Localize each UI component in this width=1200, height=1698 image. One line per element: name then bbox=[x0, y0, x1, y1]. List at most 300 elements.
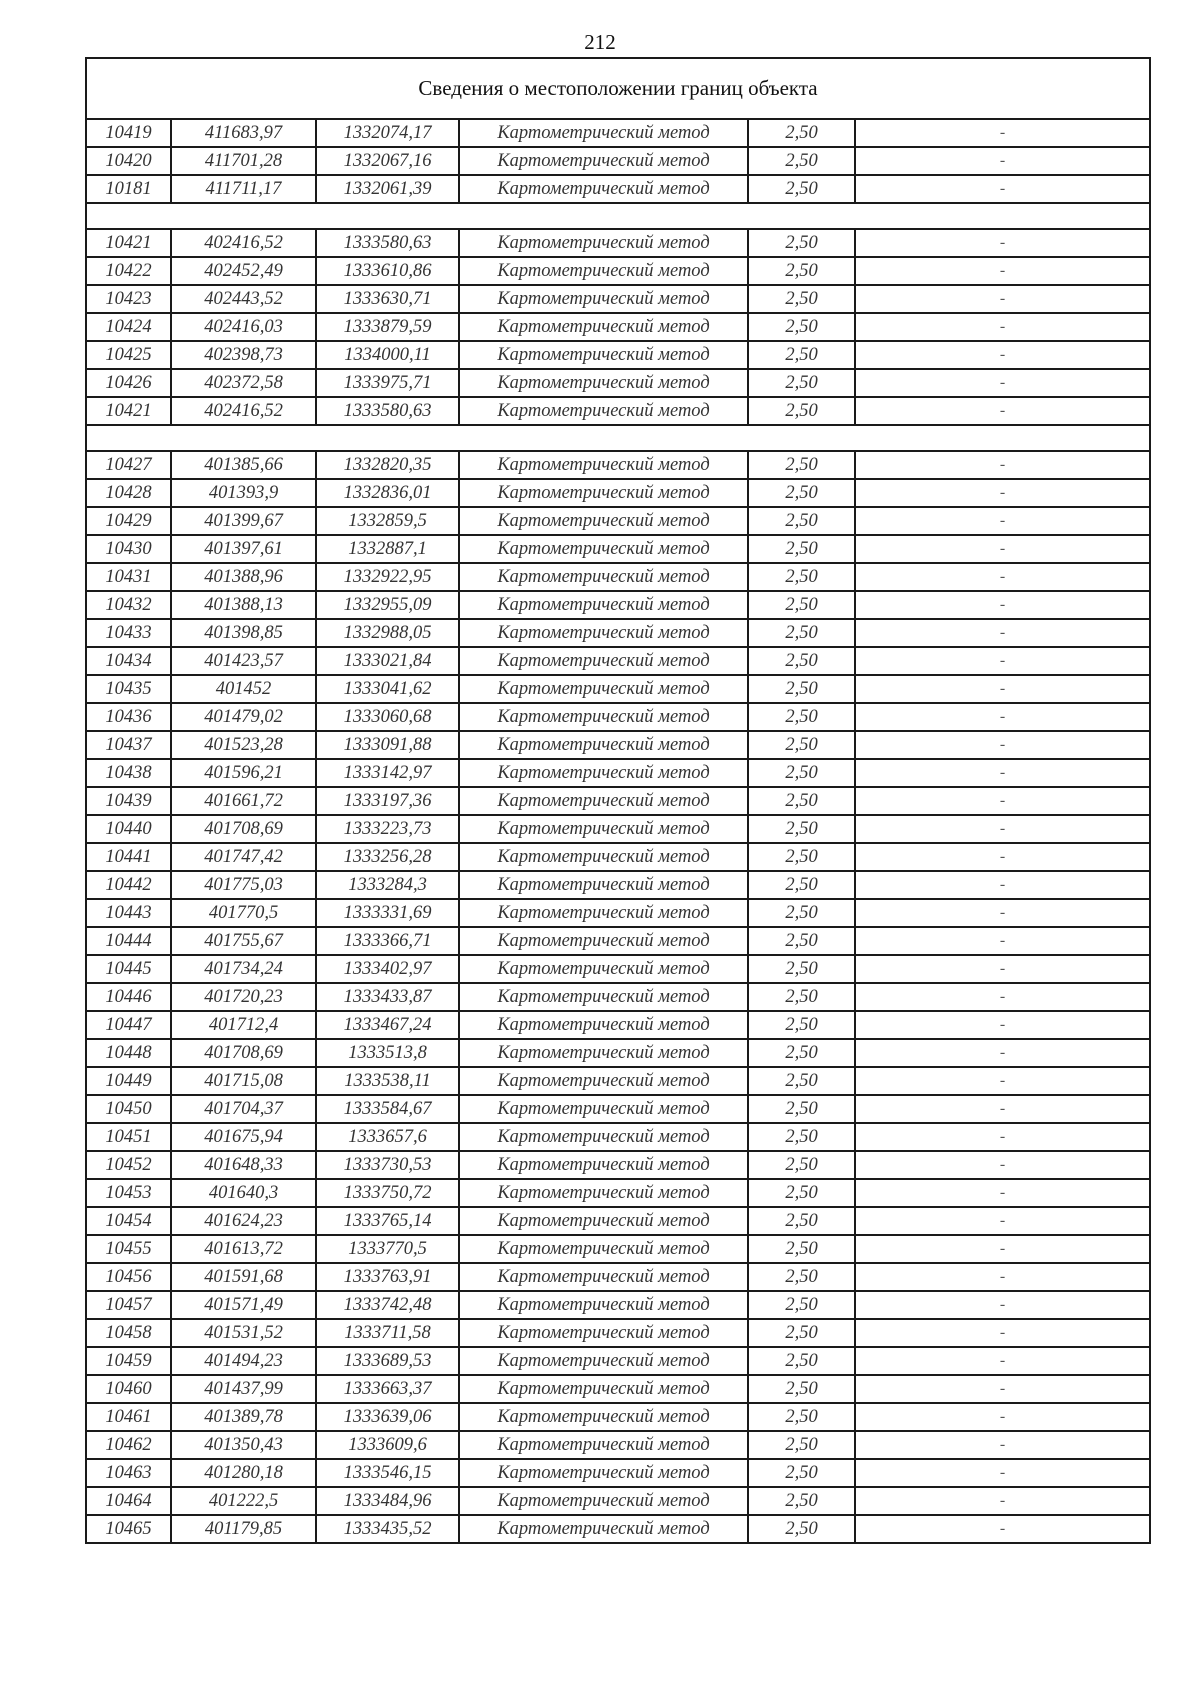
method-cell: Картометрический метод bbox=[459, 927, 748, 955]
accuracy-cell: 2,50 bbox=[748, 1263, 855, 1291]
y-coordinate-cell: 1333331,69 bbox=[316, 899, 459, 927]
description-cell: - bbox=[855, 1319, 1150, 1347]
x-coordinate-cell: 401770,5 bbox=[171, 899, 316, 927]
x-coordinate-cell: 401571,49 bbox=[171, 1291, 316, 1319]
table-row bbox=[86, 451, 1150, 479]
contour-separator-row bbox=[86, 425, 1150, 451]
x-coordinate-cell: 401704,37 bbox=[171, 1095, 316, 1123]
point-number-cell: 10439 bbox=[86, 787, 171, 815]
point-number-cell: 10433 bbox=[86, 619, 171, 647]
x-coordinate-cell: 401712,4 bbox=[171, 1011, 316, 1039]
description-cell: - bbox=[855, 983, 1150, 1011]
description-cell: - bbox=[855, 175, 1150, 203]
table-row bbox=[86, 1011, 1150, 1039]
point-number-cell: 10447 bbox=[86, 1011, 171, 1039]
accuracy-cell: 2,50 bbox=[748, 591, 855, 619]
y-coordinate-cell: 1333630,71 bbox=[316, 285, 459, 313]
y-coordinate-cell: 1333366,71 bbox=[316, 927, 459, 955]
table-row bbox=[86, 313, 1150, 341]
point-number-cell: 10440 bbox=[86, 815, 171, 843]
method-cell: Картометрический метод bbox=[459, 703, 748, 731]
accuracy-cell: 2,50 bbox=[748, 1515, 855, 1543]
method-cell: Картометрический метод bbox=[459, 955, 748, 983]
method-cell: Картометрический метод bbox=[459, 369, 748, 397]
table-row bbox=[86, 1039, 1150, 1067]
method-cell: Картометрический метод bbox=[459, 147, 748, 175]
point-number-cell: 10462 bbox=[86, 1431, 171, 1459]
table-row bbox=[86, 1151, 1150, 1179]
accuracy-cell: 2,50 bbox=[748, 1235, 855, 1263]
accuracy-cell: 2,50 bbox=[748, 507, 855, 535]
method-cell: Картометрический метод bbox=[459, 563, 748, 591]
point-number-cell: 10436 bbox=[86, 703, 171, 731]
accuracy-cell: 2,50 bbox=[748, 1487, 855, 1515]
accuracy-cell: 2,50 bbox=[748, 759, 855, 787]
point-number-cell: 10421 bbox=[86, 397, 171, 425]
description-cell: - bbox=[855, 619, 1150, 647]
description-cell: - bbox=[855, 591, 1150, 619]
description-cell: - bbox=[855, 1459, 1150, 1487]
y-coordinate-cell: 1333639,06 bbox=[316, 1403, 459, 1431]
description-cell: - bbox=[855, 1291, 1150, 1319]
table-row bbox=[86, 843, 1150, 871]
x-coordinate-cell: 401523,28 bbox=[171, 731, 316, 759]
table-row bbox=[86, 1459, 1150, 1487]
method-cell: Картометрический метод bbox=[459, 229, 748, 257]
x-coordinate-cell: 401280,18 bbox=[171, 1459, 316, 1487]
x-coordinate-cell: 402416,52 bbox=[171, 397, 316, 425]
table-row bbox=[86, 1487, 1150, 1515]
description-cell: - bbox=[855, 1179, 1150, 1207]
accuracy-cell: 2,50 bbox=[748, 369, 855, 397]
x-coordinate-cell: 401350,43 bbox=[171, 1431, 316, 1459]
y-coordinate-cell: 1333879,59 bbox=[316, 313, 459, 341]
accuracy-cell: 2,50 bbox=[748, 257, 855, 285]
table-row bbox=[86, 1403, 1150, 1431]
y-coordinate-cell: 1333142,97 bbox=[316, 759, 459, 787]
x-coordinate-cell: 402452,49 bbox=[171, 257, 316, 285]
point-number-cell: 10444 bbox=[86, 927, 171, 955]
y-coordinate-cell: 1333041,62 bbox=[316, 675, 459, 703]
table-row bbox=[86, 1515, 1150, 1543]
y-coordinate-cell: 1332922,95 bbox=[316, 563, 459, 591]
method-cell: Картометрический метод bbox=[459, 647, 748, 675]
x-coordinate-cell: 401388,13 bbox=[171, 591, 316, 619]
point-number-cell: 10428 bbox=[86, 479, 171, 507]
description-cell: - bbox=[855, 815, 1150, 843]
accuracy-cell: 2,50 bbox=[748, 843, 855, 871]
accuracy-cell: 2,50 bbox=[748, 397, 855, 425]
y-coordinate-cell: 1333580,63 bbox=[316, 229, 459, 257]
table-row bbox=[86, 731, 1150, 759]
accuracy-cell: 2,50 bbox=[748, 1095, 855, 1123]
y-coordinate-cell: 1333256,28 bbox=[316, 843, 459, 871]
table-row bbox=[86, 899, 1150, 927]
accuracy-cell: 2,50 bbox=[748, 229, 855, 257]
point-number-cell: 10456 bbox=[86, 1263, 171, 1291]
accuracy-cell: 2,50 bbox=[748, 927, 855, 955]
point-number-cell: 10435 bbox=[86, 675, 171, 703]
x-coordinate-cell: 401775,03 bbox=[171, 871, 316, 899]
point-number-cell: 10451 bbox=[86, 1123, 171, 1151]
y-coordinate-cell: 1333742,48 bbox=[316, 1291, 459, 1319]
y-coordinate-cell: 1333538,11 bbox=[316, 1067, 459, 1095]
y-coordinate-cell: 1332859,5 bbox=[316, 507, 459, 535]
description-cell: - bbox=[855, 1431, 1150, 1459]
table-row bbox=[86, 815, 1150, 843]
accuracy-cell: 2,50 bbox=[748, 1431, 855, 1459]
table-row bbox=[86, 1095, 1150, 1123]
x-coordinate-cell: 401423,57 bbox=[171, 647, 316, 675]
description-cell: - bbox=[855, 899, 1150, 927]
description-cell: - bbox=[855, 1347, 1150, 1375]
description-cell: - bbox=[855, 1067, 1150, 1095]
point-number-cell: 10434 bbox=[86, 647, 171, 675]
description-cell: - bbox=[855, 787, 1150, 815]
point-number-cell: 10420 bbox=[86, 147, 171, 175]
table-row bbox=[86, 787, 1150, 815]
method-cell: Картометрический метод bbox=[459, 1179, 748, 1207]
accuracy-cell: 2,50 bbox=[748, 119, 855, 147]
table-row bbox=[86, 479, 1150, 507]
point-number-cell: 10442 bbox=[86, 871, 171, 899]
x-coordinate-cell: 401613,72 bbox=[171, 1235, 316, 1263]
method-cell: Картометрический метод bbox=[459, 397, 748, 425]
x-coordinate-cell: 401222,5 bbox=[171, 1487, 316, 1515]
description-cell: - bbox=[855, 1515, 1150, 1543]
y-coordinate-cell: 1333609,6 bbox=[316, 1431, 459, 1459]
table-row bbox=[86, 675, 1150, 703]
description-cell: - bbox=[855, 479, 1150, 507]
x-coordinate-cell: 402398,73 bbox=[171, 341, 316, 369]
table-row bbox=[86, 871, 1150, 899]
y-coordinate-cell: 1333435,52 bbox=[316, 1515, 459, 1543]
accuracy-cell: 2,50 bbox=[748, 675, 855, 703]
table-row bbox=[86, 703, 1150, 731]
table-row bbox=[86, 1319, 1150, 1347]
point-number-cell: 10429 bbox=[86, 507, 171, 535]
y-coordinate-cell: 1333663,37 bbox=[316, 1375, 459, 1403]
x-coordinate-cell: 401437,99 bbox=[171, 1375, 316, 1403]
method-cell: Картометрический метод bbox=[459, 257, 748, 285]
accuracy-cell: 2,50 bbox=[748, 1151, 855, 1179]
accuracy-cell: 2,50 bbox=[748, 147, 855, 175]
description-cell: - bbox=[855, 397, 1150, 425]
accuracy-cell: 2,50 bbox=[748, 619, 855, 647]
method-cell: Картометрический метод bbox=[459, 175, 748, 203]
y-coordinate-cell: 1333770,5 bbox=[316, 1235, 459, 1263]
x-coordinate-cell: 401648,33 bbox=[171, 1151, 316, 1179]
accuracy-cell: 2,50 bbox=[748, 451, 855, 479]
accuracy-cell: 2,50 bbox=[748, 479, 855, 507]
accuracy-cell: 2,50 bbox=[748, 787, 855, 815]
point-number-cell: 10427 bbox=[86, 451, 171, 479]
table-row bbox=[86, 591, 1150, 619]
method-cell: Картометрический метод bbox=[459, 1375, 748, 1403]
accuracy-cell: 2,50 bbox=[748, 1347, 855, 1375]
table-row bbox=[86, 229, 1150, 257]
accuracy-cell: 2,50 bbox=[748, 1067, 855, 1095]
table-row bbox=[86, 927, 1150, 955]
y-coordinate-cell: 1333284,3 bbox=[316, 871, 459, 899]
y-coordinate-cell: 1332820,35 bbox=[316, 451, 459, 479]
accuracy-cell: 2,50 bbox=[748, 1319, 855, 1347]
x-coordinate-cell: 401389,78 bbox=[171, 1403, 316, 1431]
x-coordinate-cell: 401452 bbox=[171, 675, 316, 703]
description-cell: - bbox=[855, 759, 1150, 787]
accuracy-cell: 2,50 bbox=[748, 1123, 855, 1151]
x-coordinate-cell: 401179,85 bbox=[171, 1515, 316, 1543]
accuracy-cell: 2,50 bbox=[748, 1403, 855, 1431]
description-cell: - bbox=[855, 507, 1150, 535]
description-cell: - bbox=[855, 647, 1150, 675]
point-number-cell: 10430 bbox=[86, 535, 171, 563]
method-cell: Картометрический метод bbox=[459, 899, 748, 927]
y-coordinate-cell: 1333975,71 bbox=[316, 369, 459, 397]
method-cell: Картометрический метод bbox=[459, 1263, 748, 1291]
table-row bbox=[86, 257, 1150, 285]
method-cell: Картометрический метод bbox=[459, 843, 748, 871]
point-number-cell: 10437 bbox=[86, 731, 171, 759]
method-cell: Картометрический метод bbox=[459, 1459, 748, 1487]
accuracy-cell: 2,50 bbox=[748, 1011, 855, 1039]
method-cell: Картометрический метод bbox=[459, 1011, 748, 1039]
description-cell: - bbox=[855, 1039, 1150, 1067]
method-cell: Картометрический метод bbox=[459, 591, 748, 619]
table-title: Сведения о местоположении границ объекта bbox=[86, 58, 1150, 119]
description-cell: - bbox=[855, 1487, 1150, 1515]
y-coordinate-cell: 1333711,58 bbox=[316, 1319, 459, 1347]
x-coordinate-cell: 411711,17 bbox=[171, 175, 316, 203]
point-number-cell: 10459 bbox=[86, 1347, 171, 1375]
accuracy-cell: 2,50 bbox=[748, 313, 855, 341]
point-number-cell: 10455 bbox=[86, 1235, 171, 1263]
description-cell: - bbox=[855, 955, 1150, 983]
accuracy-cell: 2,50 bbox=[748, 703, 855, 731]
x-coordinate-cell: 401398,85 bbox=[171, 619, 316, 647]
accuracy-cell: 2,50 bbox=[748, 175, 855, 203]
y-coordinate-cell: 1333223,73 bbox=[316, 815, 459, 843]
y-coordinate-cell: 1333021,84 bbox=[316, 647, 459, 675]
y-coordinate-cell: 1333610,86 bbox=[316, 257, 459, 285]
accuracy-cell: 2,50 bbox=[748, 983, 855, 1011]
x-coordinate-cell: 402372,58 bbox=[171, 369, 316, 397]
table-row bbox=[86, 1291, 1150, 1319]
x-coordinate-cell: 401399,67 bbox=[171, 507, 316, 535]
point-number-cell: 10181 bbox=[86, 175, 171, 203]
point-number-cell: 10465 bbox=[86, 1515, 171, 1543]
table-row bbox=[86, 619, 1150, 647]
y-coordinate-cell: 1332955,09 bbox=[316, 591, 459, 619]
method-cell: Картометрический метод bbox=[459, 675, 748, 703]
y-coordinate-cell: 1333433,87 bbox=[316, 983, 459, 1011]
method-cell: Картометрический метод bbox=[459, 535, 748, 563]
x-coordinate-cell: 401747,42 bbox=[171, 843, 316, 871]
description-cell: - bbox=[855, 341, 1150, 369]
x-coordinate-cell: 401591,68 bbox=[171, 1263, 316, 1291]
accuracy-cell: 2,50 bbox=[748, 1375, 855, 1403]
point-number-cell: 10441 bbox=[86, 843, 171, 871]
y-coordinate-cell: 1334000,11 bbox=[316, 341, 459, 369]
method-cell: Картометрический метод bbox=[459, 815, 748, 843]
table-row bbox=[86, 341, 1150, 369]
table-row bbox=[86, 1207, 1150, 1235]
separator-cell bbox=[86, 203, 1150, 229]
description-cell: - bbox=[855, 1235, 1150, 1263]
description-cell: - bbox=[855, 451, 1150, 479]
y-coordinate-cell: 1333657,6 bbox=[316, 1123, 459, 1151]
table-body bbox=[86, 119, 1150, 1543]
method-cell: Картометрический метод bbox=[459, 1319, 748, 1347]
accuracy-cell: 2,50 bbox=[748, 1179, 855, 1207]
method-cell: Картометрический метод bbox=[459, 1515, 748, 1543]
y-coordinate-cell: 1332836,01 bbox=[316, 479, 459, 507]
table-row bbox=[86, 1431, 1150, 1459]
accuracy-cell: 2,50 bbox=[748, 955, 855, 983]
table-row bbox=[86, 119, 1150, 147]
table-row bbox=[86, 397, 1150, 425]
table-row bbox=[86, 147, 1150, 175]
point-number-cell: 10458 bbox=[86, 1319, 171, 1347]
boundary-coordinates-table bbox=[85, 57, 1151, 1544]
description-cell: - bbox=[855, 285, 1150, 313]
accuracy-cell: 2,50 bbox=[748, 1039, 855, 1067]
table-row bbox=[86, 955, 1150, 983]
table-row bbox=[86, 1123, 1150, 1151]
table-row bbox=[86, 1375, 1150, 1403]
accuracy-cell: 2,50 bbox=[748, 815, 855, 843]
x-coordinate-cell: 401708,69 bbox=[171, 815, 316, 843]
table-row bbox=[86, 1179, 1150, 1207]
description-cell: - bbox=[855, 675, 1150, 703]
description-cell: - bbox=[855, 535, 1150, 563]
method-cell: Картометрический метод bbox=[459, 1291, 748, 1319]
description-cell: - bbox=[855, 1011, 1150, 1039]
description-cell: - bbox=[855, 1207, 1150, 1235]
method-cell: Картометрический метод bbox=[459, 1207, 748, 1235]
point-number-cell: 10450 bbox=[86, 1095, 171, 1123]
x-coordinate-cell: 401715,08 bbox=[171, 1067, 316, 1095]
x-coordinate-cell: 402416,52 bbox=[171, 229, 316, 257]
table-row bbox=[86, 983, 1150, 1011]
y-coordinate-cell: 1333467,24 bbox=[316, 1011, 459, 1039]
table-row bbox=[86, 369, 1150, 397]
method-cell: Картометрический метод bbox=[459, 1039, 748, 1067]
description-cell: - bbox=[855, 119, 1150, 147]
table-row bbox=[86, 535, 1150, 563]
y-coordinate-cell: 1333750,72 bbox=[316, 1179, 459, 1207]
description-cell: - bbox=[855, 1123, 1150, 1151]
x-coordinate-cell: 401385,66 bbox=[171, 451, 316, 479]
y-coordinate-cell: 1333546,15 bbox=[316, 1459, 459, 1487]
y-coordinate-cell: 1333513,8 bbox=[316, 1039, 459, 1067]
y-coordinate-cell: 1333484,96 bbox=[316, 1487, 459, 1515]
point-number-cell: 10419 bbox=[86, 119, 171, 147]
accuracy-cell: 2,50 bbox=[748, 535, 855, 563]
point-number-cell: 10445 bbox=[86, 955, 171, 983]
x-coordinate-cell: 402416,03 bbox=[171, 313, 316, 341]
point-number-cell: 10446 bbox=[86, 983, 171, 1011]
description-cell: - bbox=[855, 563, 1150, 591]
x-coordinate-cell: 401531,52 bbox=[171, 1319, 316, 1347]
method-cell: Картометрический метод bbox=[459, 313, 748, 341]
point-number-cell: 10421 bbox=[86, 229, 171, 257]
y-coordinate-cell: 1333197,36 bbox=[316, 787, 459, 815]
description-cell: - bbox=[855, 229, 1150, 257]
method-cell: Картометрический метод bbox=[459, 119, 748, 147]
x-coordinate-cell: 411701,28 bbox=[171, 147, 316, 175]
description-cell: - bbox=[855, 1403, 1150, 1431]
y-coordinate-cell: 1332988,05 bbox=[316, 619, 459, 647]
x-coordinate-cell: 401734,24 bbox=[171, 955, 316, 983]
point-number-cell: 10454 bbox=[86, 1207, 171, 1235]
y-coordinate-cell: 1333763,91 bbox=[316, 1263, 459, 1291]
description-cell: - bbox=[855, 1095, 1150, 1123]
page-number: 212 bbox=[584, 30, 616, 54]
method-cell: Картометрический метод bbox=[459, 759, 748, 787]
method-cell: Картометрический метод bbox=[459, 787, 748, 815]
accuracy-cell: 2,50 bbox=[748, 1207, 855, 1235]
description-cell: - bbox=[855, 147, 1150, 175]
point-number-cell: 10426 bbox=[86, 369, 171, 397]
method-cell: Картометрический метод bbox=[459, 619, 748, 647]
separator-cell bbox=[86, 425, 1150, 451]
x-coordinate-cell: 401397,61 bbox=[171, 535, 316, 563]
point-number-cell: 10453 bbox=[86, 1179, 171, 1207]
method-cell: Картометрический метод bbox=[459, 1151, 748, 1179]
point-number-cell: 10432 bbox=[86, 591, 171, 619]
description-cell: - bbox=[855, 927, 1150, 955]
x-coordinate-cell: 401661,72 bbox=[171, 787, 316, 815]
method-cell: Картометрический метод bbox=[459, 285, 748, 313]
point-number-cell: 10460 bbox=[86, 1375, 171, 1403]
point-number-cell: 10463 bbox=[86, 1459, 171, 1487]
x-coordinate-cell: 401640,3 bbox=[171, 1179, 316, 1207]
table-row bbox=[86, 1347, 1150, 1375]
method-cell: Картометрический метод bbox=[459, 479, 748, 507]
y-coordinate-cell: 1332061,39 bbox=[316, 175, 459, 203]
y-coordinate-cell: 1333060,68 bbox=[316, 703, 459, 731]
x-coordinate-cell: 401624,23 bbox=[171, 1207, 316, 1235]
description-cell: - bbox=[855, 1375, 1150, 1403]
method-cell: Картометрический метод bbox=[459, 1235, 748, 1263]
description-cell: - bbox=[855, 369, 1150, 397]
method-cell: Картометрический метод bbox=[459, 731, 748, 759]
y-coordinate-cell: 1333584,67 bbox=[316, 1095, 459, 1123]
accuracy-cell: 2,50 bbox=[748, 563, 855, 591]
point-number-cell: 10438 bbox=[86, 759, 171, 787]
point-number-cell: 10464 bbox=[86, 1487, 171, 1515]
point-number-cell: 10448 bbox=[86, 1039, 171, 1067]
accuracy-cell: 2,50 bbox=[748, 1291, 855, 1319]
point-number-cell: 10457 bbox=[86, 1291, 171, 1319]
point-number-cell: 10424 bbox=[86, 313, 171, 341]
method-cell: Картометрический метод bbox=[459, 1431, 748, 1459]
x-coordinate-cell: 401393,9 bbox=[171, 479, 316, 507]
table-row bbox=[86, 1263, 1150, 1291]
x-coordinate-cell: 402443,52 bbox=[171, 285, 316, 313]
method-cell: Картометрический метод bbox=[459, 507, 748, 535]
x-coordinate-cell: 401708,69 bbox=[171, 1039, 316, 1067]
method-cell: Картометрический метод bbox=[459, 1095, 748, 1123]
method-cell: Картометрический метод bbox=[459, 1403, 748, 1431]
table-row bbox=[86, 1235, 1150, 1263]
description-cell: - bbox=[855, 1151, 1150, 1179]
y-coordinate-cell: 1332067,16 bbox=[316, 147, 459, 175]
point-number-cell: 10423 bbox=[86, 285, 171, 313]
table-row bbox=[86, 563, 1150, 591]
point-number-cell: 10461 bbox=[86, 1403, 171, 1431]
